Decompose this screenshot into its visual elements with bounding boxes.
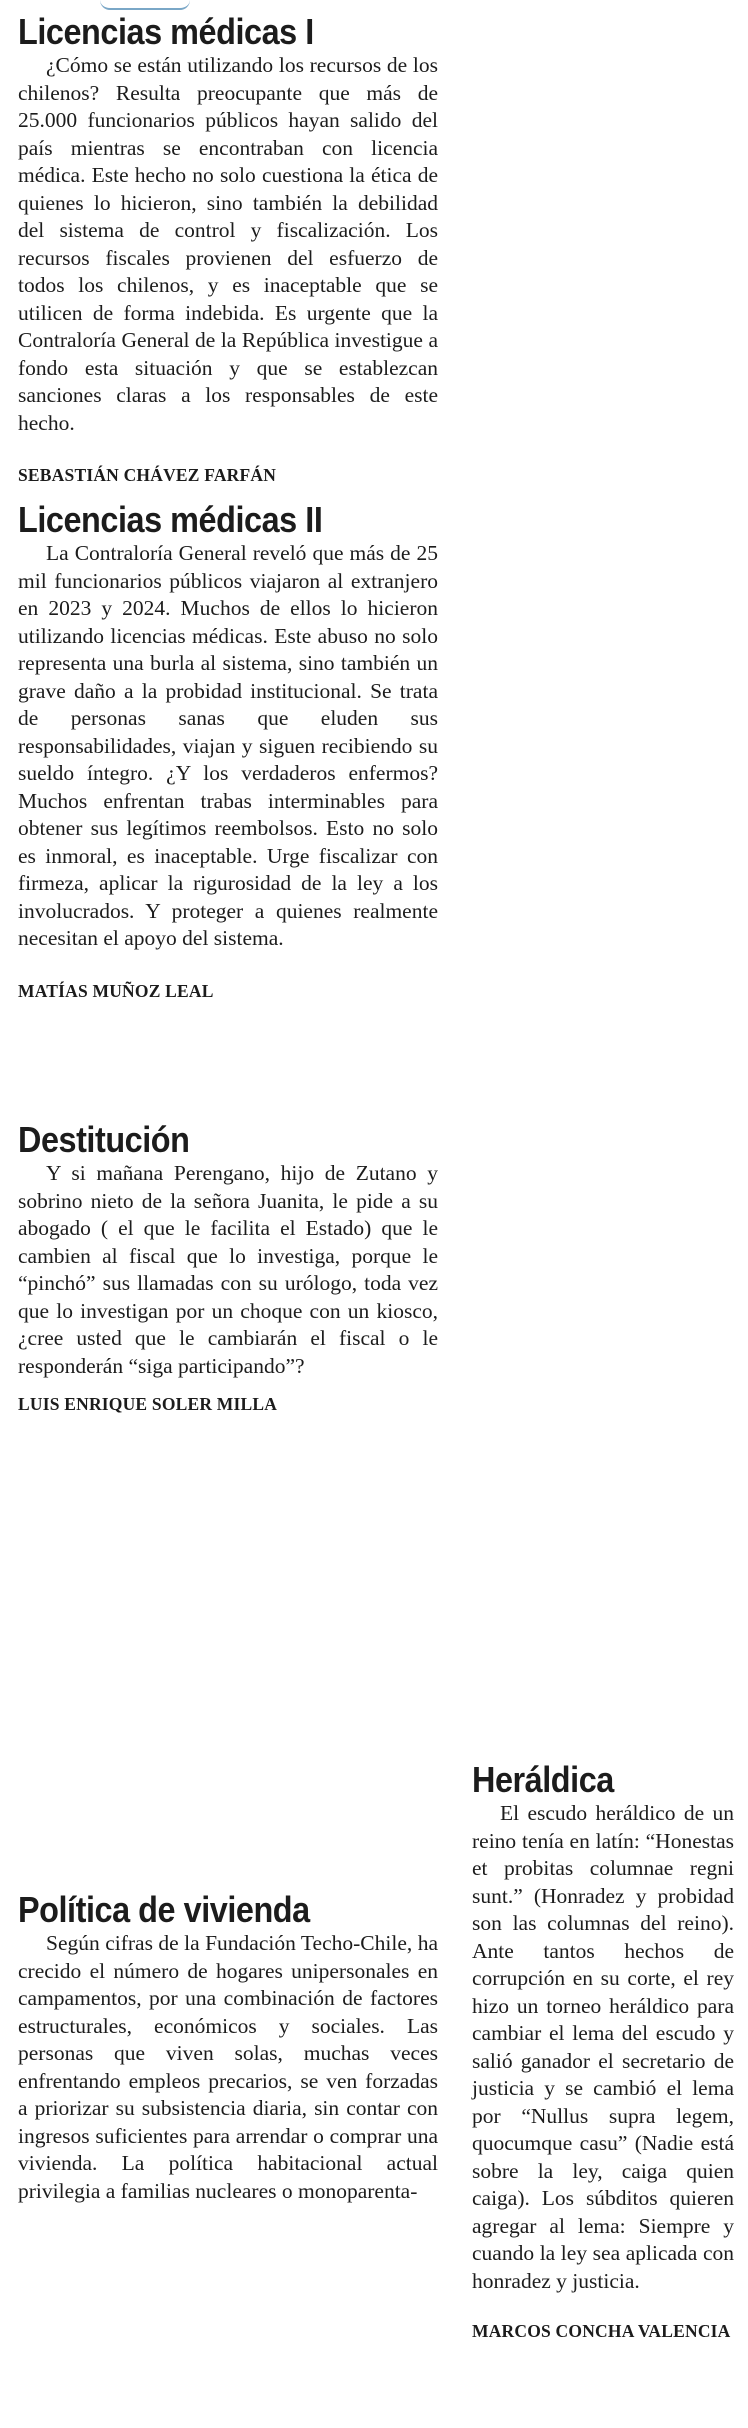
letter-title: Política de vivienda xyxy=(18,1889,310,1930)
letter-author: LUIS ENRIQUE SOLER MILLA xyxy=(18,1394,278,1414)
letter-licencias-medicas-1 xyxy=(18,12,438,486)
letter-title: Licencias médicas I xyxy=(18,11,314,52)
letter-author: SEBASTIÁN CHÁVEZ FARFÁN xyxy=(18,465,277,485)
letter-title: Destitución xyxy=(18,1119,190,1160)
letter-destitucion xyxy=(18,1120,438,1415)
letter-licencias-medicas-2 xyxy=(18,500,438,1002)
letter-body: El escudo heráldico de un reino tenía en latín: “Honestas et probitas columnae regni sunt.” (Honradez y probidad son las columnas del reino). Ante tantos hechos de corrupción en su corte, el rey hizo un torneo heráldico para cambiar el lema del escudo y salió ganador el secretario de justicia y se cambió el lema por “Nullus supra legem, quocumque casu” (Nadie está sobre la ley, caiga quien caiga). Los súbditos quieren agregar al lema: Siempre y cuando la ley sea aplicada con honradez y justicia. xyxy=(472,1801,734,2293)
letter-politica-de-vivienda xyxy=(18,1890,438,2205)
letter-author: MARCOS CONCHA VALENCIA xyxy=(472,2321,731,2341)
header-decoration xyxy=(100,0,190,10)
letter-body: Según cifras de la Fundación Techo-Chile, ha crecido el número de hogares unipersonales en campamentos, por una combinación de factores estructurales, económicos y sociales. Las personas que viven solas, muchas veces enfrentando empleos precarios, se ven forzadas a priorizar su subsistencia diaria, sin contar con ingresos suficientes para arrendar o comprar una vivienda. La política habitacional actual privilegia a familias nucleares o monoparenta- xyxy=(18,1931,438,2203)
letter-title: Licencias médicas II xyxy=(18,499,323,540)
letter-title: Heráldica xyxy=(472,1759,614,1800)
letter-body: La Contraloría General reveló que más de 25 mil funcionarios públicos viajaron al extranjero en 2023 y 2024. Muchos de ellos lo hicieron utilizando licencias médicas. Este abuso no solo representa una burla al sistema, sino también un grave daño a la probidad institucional. Se trata de personas sanas que eluden sus responsabilidades, viajan y siguen recibiendo su sueldo íntegro. ¿Y los verdaderos enfermos? Muchos enfrentan trabas interminables para obtener sus legítimos reembolsos. Esto no solo es inmoral, es inaceptable. Urge fiscalizar con firmeza, aplicar la rigurosidad de la ley a los involucrados. Y proteger a quienes realmente necesitan el apoyo del sistema. xyxy=(18,541,438,950)
letter-heraldica xyxy=(472,1760,734,2342)
letter-body: Y si mañana Perengano, hijo de Zutano y sobrino nieto de la señora Juanita, le pide a su abogado ( el que le facilita el Estado) que le cambien al fiscal que lo investiga, porque le “pinchó” sus llamadas con su urólogo, toda vez que lo investigan por un choque con un kiosco, ¿cree usted que le cambiarán el fiscal o le responderán “siga participando”? xyxy=(18,1161,438,1378)
letter-author: MATÍAS MUÑOZ LEAL xyxy=(18,980,214,1001)
letter-body: ¿Cómo se están utilizando los recursos de los chilenos? Resulta preocupante que más de 25.000 funcionarios públicos hayan salido del país mientras se encontraban con licencia médica. Este hecho no solo cuestiona la ética de quienes lo hicieron, sino también la debilidad del sistema de control y fiscalización. Los recursos fiscales provienen del esfuerzo de todos los chilenos, y es inaceptable que se utilicen de forma indebida. Es urgente que la Contraloría General de la República investigue a fondo esta situación y que se establezcan sanciones claras a los responsables de este hecho. xyxy=(18,53,438,435)
